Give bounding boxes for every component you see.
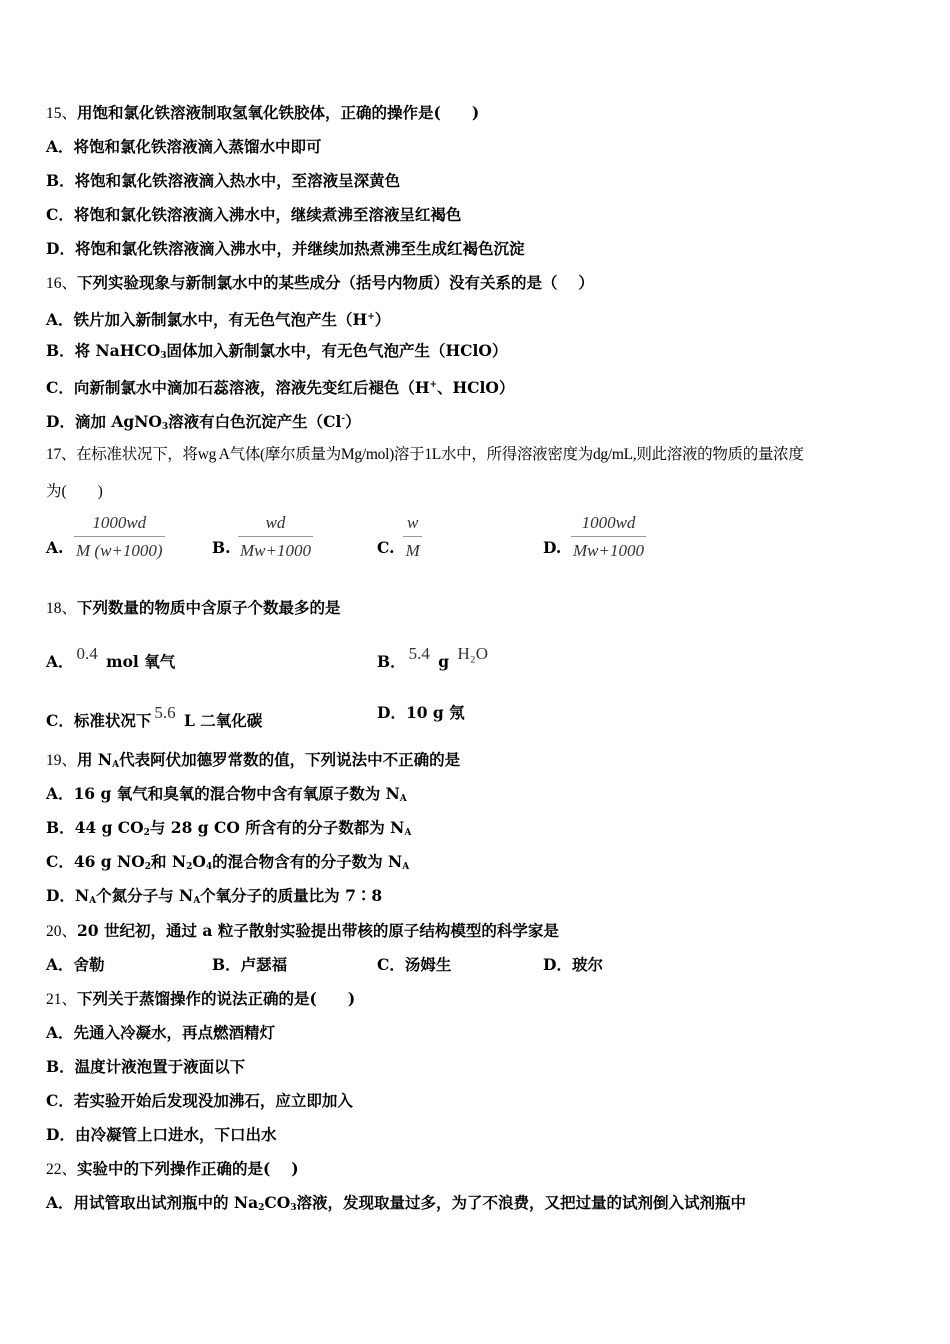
text: C．向新制氯水中滴加石蕊溶液，溶液先变红后褪色（H: [46, 378, 430, 397]
question-number: 20、: [46, 923, 78, 940]
option-c: [377, 955, 451, 975]
option-c: [46, 205, 461, 225]
question-16-stem: [46, 273, 594, 294]
text: A．用试管取出试剂瓶中的 Na: [46, 1193, 259, 1212]
option-c: [46, 1091, 353, 1111]
math-value: 5.6: [154, 703, 176, 722]
fraction: [405, 513, 420, 561]
option-d: [46, 1125, 276, 1145]
text: 个氮分子与 N: [96, 886, 194, 905]
text: D．由冷凝管上口进水，下口出水: [46, 1125, 277, 1144]
option-b: [46, 1057, 245, 1077]
text: D．N: [46, 886, 90, 905]
option-d: [377, 703, 465, 723]
text: C．46 g NO: [46, 852, 145, 871]
option-d: [46, 239, 524, 259]
option-a: [46, 784, 407, 809]
subscript: A: [193, 896, 201, 906]
text: A．舍勒: [46, 955, 105, 974]
text: g: [432, 652, 455, 671]
text: B．温度计液泡置于液面以下: [46, 1057, 246, 1076]
option-label: C.: [377, 538, 395, 557]
option-b: [212, 955, 287, 975]
text: 、HClO）: [437, 378, 515, 397]
question-21-stem: [46, 989, 355, 1010]
option-label: D.: [543, 538, 562, 557]
option-label: A.: [46, 538, 64, 557]
question-19-stem: [46, 750, 460, 775]
question-22-stem: [46, 1159, 299, 1180]
text: C．标准状况下: [46, 711, 152, 730]
text: B．44 g CO: [46, 818, 144, 837]
text: C．将饱和氯化铁溶液滴入沸水中，继续煮沸至溶液呈红褐色: [46, 205, 462, 224]
text: 代表阿伏加德罗常数的值，下列说法中不正确的是: [119, 750, 461, 769]
question-15-stem: [46, 103, 479, 124]
numerator: w: [403, 513, 422, 537]
text: L 二氧化碳: [178, 711, 263, 730]
text: B．将 NaHCO: [46, 341, 161, 360]
text: 下列实验现象与新制氯水中的某些成分（括号内物质）没有关系的是（ ）: [77, 273, 594, 292]
superscript: -: [341, 414, 346, 424]
option-a: [46, 955, 105, 975]
fraction: [573, 513, 644, 561]
option-c: [46, 852, 409, 877]
text: mol 氧气: [100, 652, 176, 671]
superscript: +: [429, 380, 438, 390]
text: 实验中的下列操作正确的是( ): [77, 1159, 299, 1178]
numerator: wd: [238, 513, 313, 537]
superscript: +: [367, 312, 375, 322]
text: 溶液有白色沉淀产生（Cl: [168, 412, 342, 431]
option-d: [543, 955, 603, 975]
option-a: [46, 307, 390, 330]
math-value: 5.4: [408, 644, 430, 663]
subscript: 3: [161, 422, 169, 432]
subscript: A: [402, 862, 410, 872]
fraction: [240, 513, 311, 561]
text: D．玻尔: [543, 955, 603, 974]
subscript: 2: [144, 862, 151, 872]
text: ）: [374, 310, 391, 329]
text: A．先通入冷凝水，再点燃酒精灯: [46, 1023, 276, 1042]
text: 和 N: [150, 852, 187, 871]
question-17-stem: [46, 444, 804, 465]
text: C．若实验开始后发现没加沸石，应立即加入: [46, 1091, 353, 1110]
question-number: 21、: [46, 991, 78, 1008]
option-c: [46, 375, 514, 398]
subscript: 2: [186, 862, 193, 872]
text: 用 N: [77, 750, 113, 769]
denominator: Mw+1000: [573, 541, 644, 560]
subscript: A: [404, 828, 412, 838]
question-number: 22、: [46, 1161, 78, 1178]
text: 固体加入新制氯水中，有无色气泡产生（HClO）: [166, 341, 508, 360]
subscript: 2: [258, 1203, 265, 1213]
question-number: 17、在标准状况下，将wg A气体(摩尔质量为Mg/mol)溶于1L水中，所得溶液密度为dg/mL,则此溶液的物质的量浓度: [46, 446, 804, 463]
text: 用饱和氯化铁溶液制取氢氧化铁胶体，正确的操作是( ): [77, 103, 480, 122]
option-d: [46, 409, 361, 437]
option-a: [46, 644, 175, 672]
subscript: 3: [290, 1203, 297, 1213]
text: 下列数量的物质中含原子个数最多的是: [77, 598, 341, 617]
fraction: [76, 513, 163, 561]
text: B．卢瑟福: [212, 955, 288, 974]
question-number: 为( ): [46, 483, 103, 500]
option-b: [46, 818, 411, 843]
text: D．将饱和氯化铁溶液滴入沸水中，并继续加热煮沸至生成红褐色沉淀: [46, 239, 525, 258]
question-17-stem-cont: [46, 481, 103, 502]
question-number: 15、: [46, 105, 78, 122]
denominator: M: [405, 541, 420, 560]
question-20-stem: [46, 921, 559, 942]
text: ）: [345, 412, 361, 431]
numerator: 1000wd: [74, 513, 165, 537]
option-b: [46, 171, 400, 191]
text: A．: [46, 652, 74, 671]
text: 下列关于蒸馏操作的说法正确的是( ): [77, 989, 356, 1008]
subscript: A: [89, 896, 97, 906]
text: CO: [264, 1193, 291, 1212]
option-d: [46, 886, 382, 911]
math-value: 0.4: [76, 644, 98, 663]
text: O: [192, 852, 206, 871]
option-label: B.: [212, 538, 231, 557]
option-c: [46, 703, 262, 731]
question-number: 18、: [46, 600, 78, 617]
option-b: [46, 341, 507, 366]
subscript: 3: [160, 351, 167, 361]
text: C．汤姆生: [377, 955, 452, 974]
subscript: A: [399, 794, 407, 804]
math-value: H₂O: [457, 644, 488, 663]
text: 与 28 g CO 所含有的分子数都为 N: [149, 818, 405, 837]
option-a: [46, 1023, 275, 1043]
question-number: 16、: [46, 275, 78, 292]
text: 个氧分子的质量比为 7∶8: [200, 886, 383, 905]
text: D．10 g 氖: [377, 703, 465, 722]
option-a: [46, 137, 322, 157]
text: 的混合物含有的分子数为 N: [212, 852, 403, 871]
subscript: A: [112, 760, 120, 770]
denominator: Mw+1000: [240, 541, 311, 560]
text: A．将饱和氯化铁溶液滴入蒸馏水中即可: [46, 137, 322, 156]
text: 20 世纪初，通过 a 粒子散射实验提出带核的原子结构模型的科学家是: [77, 921, 559, 940]
subscript: 4: [205, 862, 213, 872]
option-b: [377, 644, 491, 672]
denominator: M (w+1000): [76, 541, 163, 560]
question-18-stem: [46, 598, 341, 619]
numerator: 1000wd: [571, 513, 646, 537]
question-number: 19、: [46, 752, 78, 769]
text: B．将饱和氯化铁溶液滴入热水中，至溶液呈深黄色: [46, 171, 401, 190]
subscript: 2: [143, 828, 150, 838]
text: A．16 g 氧气和臭氧的混合物中含有氧原子数为 N: [46, 784, 400, 803]
text: B．: [377, 652, 406, 671]
text: D．滴加 AgNO: [46, 412, 162, 431]
text: A．铁片加入新制氯水中，有无色气泡产生（H: [46, 310, 368, 329]
option-a: [46, 1193, 746, 1218]
text: 溶液，发现取量过多，为了不浪费，又把过量的试剂倒入试剂瓶中: [296, 1193, 747, 1212]
